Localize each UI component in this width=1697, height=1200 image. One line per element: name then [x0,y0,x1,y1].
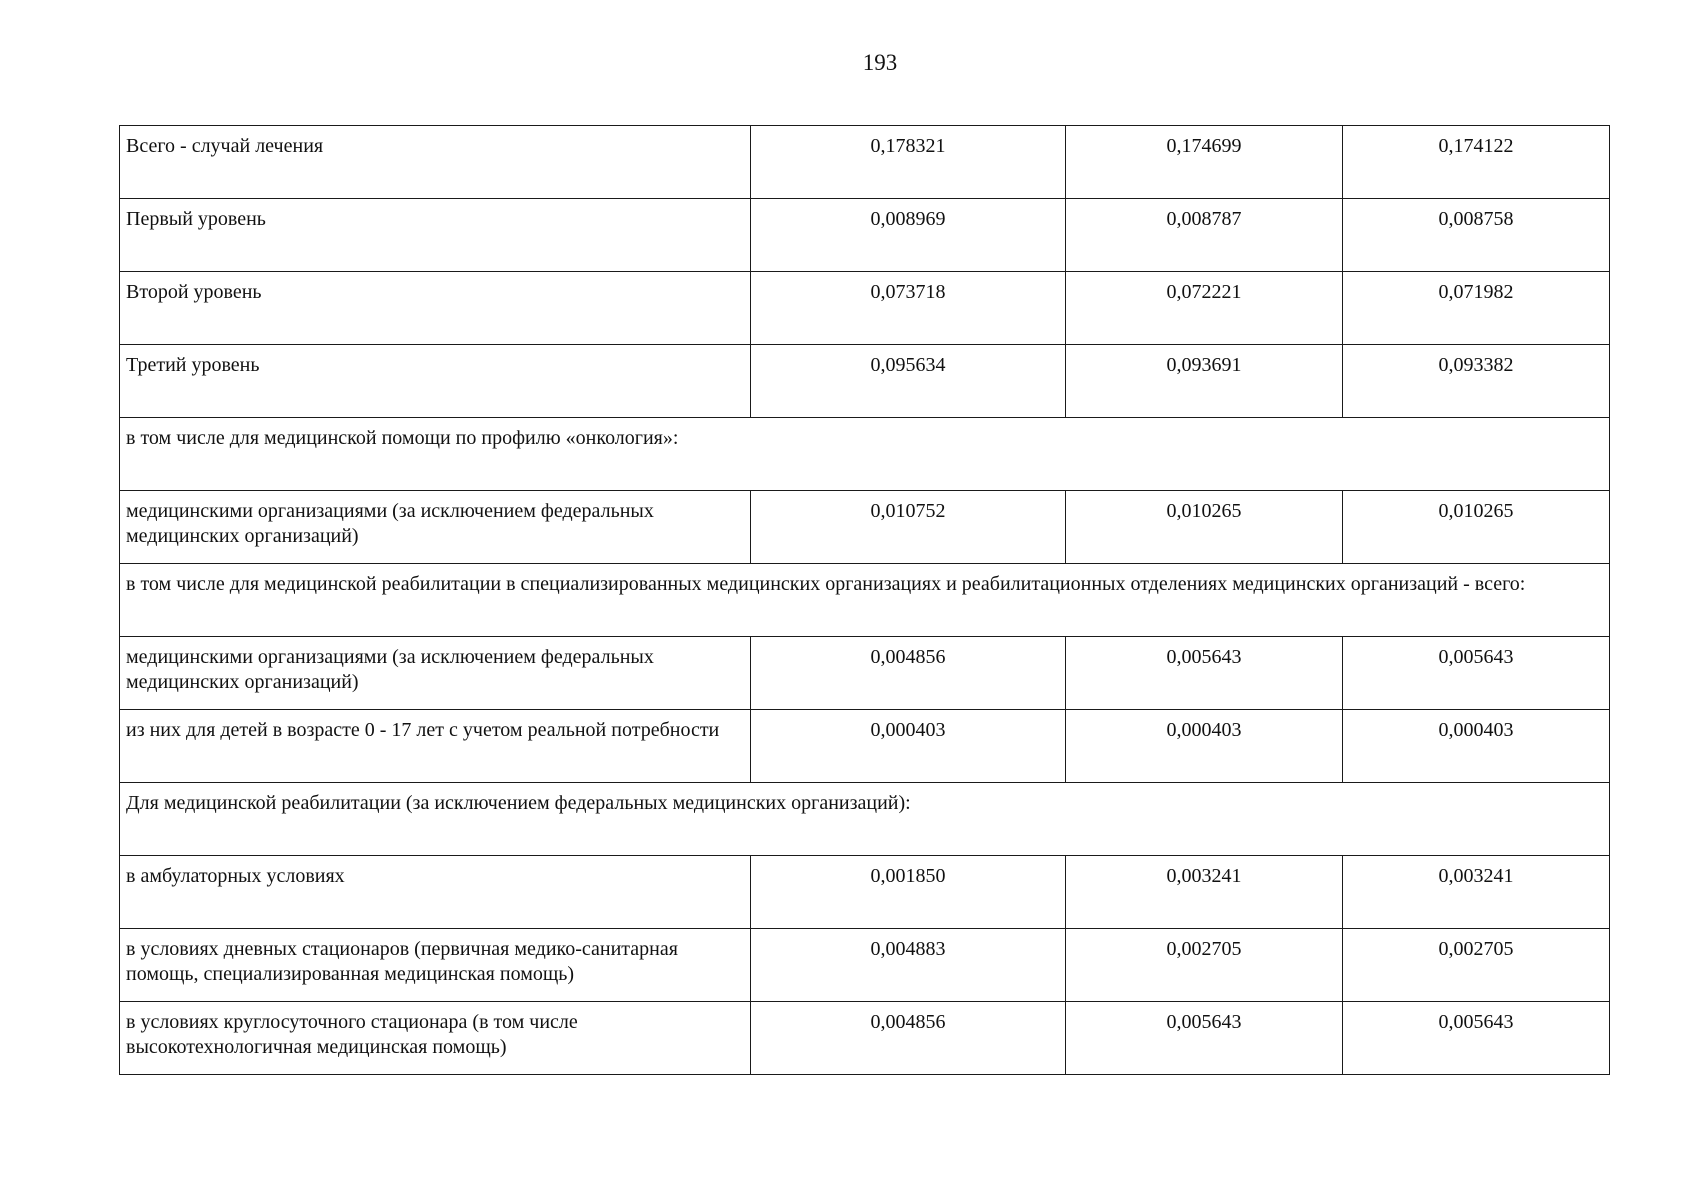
value-cell: 0,005643 [1343,1002,1610,1075]
value-cell: 0,008787 [1066,199,1343,272]
data-table [119,125,1610,1075]
row-label: в условиях круглосуточного стационара (в том числе высокотехнологичная медицинская помощь) [120,1002,751,1075]
value-cell: 0,003241 [1066,856,1343,929]
value-cell: 0,071982 [1343,272,1610,345]
value-cell: 0,003241 [1343,856,1610,929]
table-row [120,710,1610,783]
row-label: Второй уровень [120,272,751,345]
value-cell: 0,095634 [751,345,1066,418]
value-cell: 0,174699 [1066,126,1343,199]
value-cell: 0,005643 [1066,637,1343,710]
section-row [120,564,1610,637]
table-row [120,126,1610,199]
page-number: 193 [862,50,898,75]
value-cell: 0,004856 [751,637,1066,710]
table-row [120,199,1610,272]
row-label: медицинскими организациями (за исключением федеральных медицинских организаций) [120,491,751,564]
row-label: Первый уровень [120,199,751,272]
value-cell: 0,093382 [1343,345,1610,418]
value-cell: 0,005643 [1066,1002,1343,1075]
value-cell: 0,178321 [751,126,1066,199]
value-cell: 0,174122 [1343,126,1610,199]
value-cell: 0,010265 [1066,491,1343,564]
value-cell: 0,010265 [1343,491,1610,564]
value-cell: 0,005643 [1343,637,1610,710]
value-cell: 0,072221 [1066,272,1343,345]
row-label: в условиях дневных стационаров (первичная медико-санитарная помощь, специализированная медицинская помощь) [120,929,751,1002]
value-cell: 0,000403 [751,710,1066,783]
section-row [120,783,1610,856]
value-cell: 0,093691 [1066,345,1343,418]
table-row [120,272,1610,345]
row-label: медицинскими организациями (за исключением федеральных медицинских организаций) [120,637,751,710]
section-row [120,418,1610,491]
value-cell: 0,000403 [1343,710,1610,783]
section-heading: в том числе для медицинской реабилитации в специализированных медицинских организациях и реабилитационных отделениях медицинских организаций - всего: [120,564,1610,637]
value-cell: 0,002705 [1343,929,1610,1002]
table-row [120,637,1610,710]
table-row [120,929,1610,1002]
value-cell: 0,008969 [751,199,1066,272]
value-cell: 0,004856 [751,1002,1066,1075]
table-row [120,856,1610,929]
value-cell: 0,010752 [751,491,1066,564]
row-label: Всего - случай лечения [120,126,751,199]
table-row [120,1002,1610,1075]
value-cell: 0,004883 [751,929,1066,1002]
value-cell: 0,002705 [1066,929,1343,1002]
row-label: из них для детей в возрасте 0 - 17 лет с учетом реальной потребности [120,710,751,783]
row-label: в амбулаторных условиях [120,856,751,929]
value-cell: 0,000403 [1066,710,1343,783]
table-row [120,345,1610,418]
value-cell: 0,073718 [751,272,1066,345]
value-cell: 0,001850 [751,856,1066,929]
table-row [120,491,1610,564]
value-cell: 0,008758 [1343,199,1610,272]
section-heading: Для медицинской реабилитации (за исключением федеральных медицинских организаций): [120,783,1610,856]
section-heading: в том числе для медицинской помощи по профилю «онкология»: [120,418,1610,491]
row-label: Третий уровень [120,345,751,418]
